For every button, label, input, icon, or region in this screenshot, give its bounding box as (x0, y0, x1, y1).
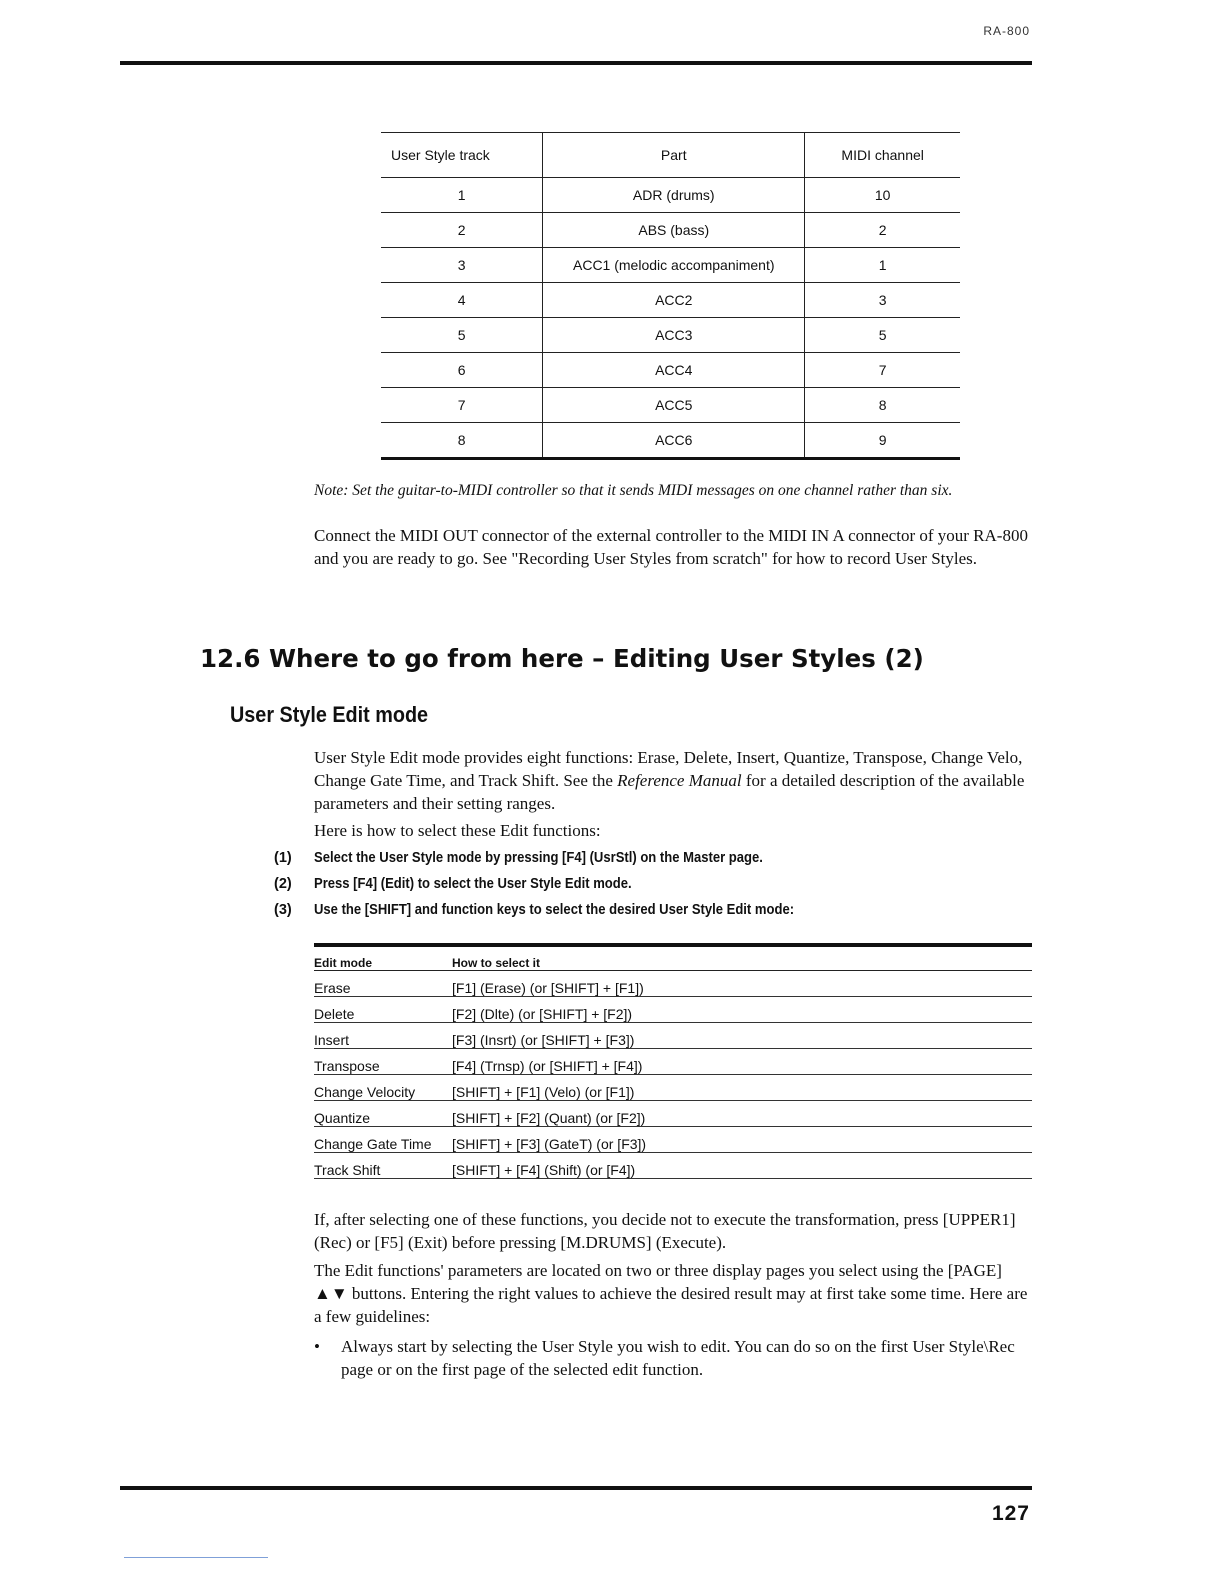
table-row (381, 283, 960, 318)
table-row (381, 178, 960, 213)
track-cell: 2 (381, 213, 543, 248)
key-combo-cell: [SHIFT] + [F3] (GateT) (or [F3]) (452, 1127, 1032, 1153)
sub-heading: User Style Edit mode (230, 702, 429, 727)
step-item (262, 871, 1022, 897)
part-cell: ADR (drums) (543, 178, 805, 213)
part-cell: ACC4 (543, 353, 805, 388)
table-header-row (314, 950, 1032, 971)
table-row (314, 997, 1032, 1023)
table-row (381, 423, 960, 459)
connection-paragraph: Connect the MIDI OUT connector of the external controller to the MIDI IN A connector of your RA-800 and you are ready to go. See "Recording User Styles from scratch" for how to record User Styles. (314, 526, 1028, 568)
key-combo-cell: [F3] (Insrt) (or [SHIFT] + [F3]) (452, 1023, 1032, 1049)
step-text: Use the [SHIFT] and function keys to select the desired User Style Edit mode: (314, 902, 795, 918)
parameters-paragraph: The Edit functions' parameters are located on two or three display pages you select using the [PAGE] ▲▼ buttons. Entering the right values to achieve the desired result may at first take some time. Here are a few guidelines: (314, 1261, 1028, 1326)
edit-mode-table (314, 950, 1032, 1179)
table-row (314, 971, 1032, 997)
table-row (381, 213, 960, 248)
edit-mode-cell: Erase (314, 971, 452, 997)
table-row (314, 1023, 1032, 1049)
note-text: Note: Set the guitar-to-MIDI controller so that it sends MIDI messages on one channel rather than six. (314, 482, 953, 499)
edit-mode-cell: Change Velocity (314, 1075, 452, 1101)
section-heading: 12.6 Where to go from here – Editing User Styles (2) (200, 644, 924, 673)
table-row (314, 1153, 1032, 1179)
step-list (262, 845, 1022, 923)
intro-text-continued: for a detailed description of the available parameters and their setting ranges. (314, 771, 1025, 813)
edit-mode-cell: Transpose (314, 1049, 452, 1075)
channel-cell: 7 (805, 353, 960, 388)
channel-cell: 5 (805, 318, 960, 353)
table-row (381, 248, 960, 283)
edit-mode-cell: Delete (314, 997, 452, 1023)
bullet-icon: • (314, 1337, 320, 1356)
table-row (381, 388, 960, 423)
key-combo-cell: [SHIFT] + [F4] (Shift) (or [F4]) (452, 1153, 1032, 1179)
column-header-midi-channel: MIDI channel (805, 133, 960, 178)
reference-manual-title: Reference Manual (617, 771, 742, 790)
edit-mode-cell: Insert (314, 1023, 452, 1049)
table-row (314, 1075, 1032, 1101)
part-cell: ABS (bass) (543, 213, 805, 248)
guideline-text: Always start by selecting the User Style you wish to edit. You can do so on the first User Style\Rec page or on the first page of the selected edit function. (341, 1337, 1015, 1379)
channel-cell: 1 (805, 248, 960, 283)
channel-cell: 9 (805, 423, 960, 459)
part-cell: ACC2 (543, 283, 805, 318)
intro-text: User Style Edit mode provides eight functions: Erase, Delete, Insert, Quantize, Transpose, Change Velo, Change Gate Time, and Track Shift. See the (314, 748, 1023, 790)
track-cell: 7 (381, 388, 543, 423)
part-cell: ACC6 (543, 423, 805, 459)
table-row (314, 1101, 1032, 1127)
table-header-row (381, 133, 960, 178)
track-cell: 8 (381, 423, 543, 459)
channel-cell: 10 (805, 178, 960, 213)
track-cell: 4 (381, 283, 543, 318)
key-combo-cell: [SHIFT] + [F2] (Quant) (or [F2]) (452, 1101, 1032, 1127)
part-cell: ACC3 (543, 318, 805, 353)
cancel-paragraph: If, after selecting one of these functions, you decide not to execute the transformation, press [UPPER1] (Rec) or [F5] (Exit) before pressing [M.DRUMS] (Execute). (314, 1210, 1016, 1252)
table-row (314, 1049, 1032, 1075)
channel-cell: 3 (805, 283, 960, 318)
track-cell: 6 (381, 353, 543, 388)
step-number: (2) (274, 876, 292, 892)
column-header-track: User Style track (381, 133, 543, 178)
column-header-edit-mode: Edit mode (314, 950, 452, 971)
table-row (314, 1127, 1032, 1153)
key-combo-cell: [F2] (Dlte) (or [SHIFT] + [F2]) (452, 997, 1032, 1023)
header-rule (120, 61, 1032, 65)
part-cell: ACC5 (543, 388, 805, 423)
track-cell: 5 (381, 318, 543, 353)
step-number: (3) (274, 902, 292, 918)
table-row (381, 353, 960, 388)
step-text: Press [F4] (Edit) to select the User Style Edit mode. (314, 876, 632, 892)
edit-mode-cell: Track Shift (314, 1153, 452, 1179)
part-cell: ACC1 (melodic accompaniment) (543, 248, 805, 283)
track-cell: 1 (381, 178, 543, 213)
edit-mode-cell: Change Gate Time (314, 1127, 452, 1153)
column-header-how-to-select: How to select it (452, 950, 1032, 971)
track-channel-table (381, 132, 960, 460)
table-row (381, 318, 960, 353)
edit-mode-cell: Quantize (314, 1101, 452, 1127)
edit-table-top-rule (314, 943, 1032, 947)
channel-cell: 2 (805, 213, 960, 248)
step-text: Select the User Style mode by pressing [F4] (UsrStl) on the Master page. (314, 850, 763, 866)
track-cell: 3 (381, 248, 543, 283)
step-item (262, 897, 1022, 923)
key-combo-cell: [F1] (Erase) (or [SHIFT] + [F1]) (452, 971, 1032, 997)
how-to-select-paragraph: Here is how to select these Edit functions: (314, 821, 601, 840)
running-header-code: RA-800 (983, 24, 1030, 38)
key-combo-cell: [SHIFT] + [F1] (Velo) (or [F1]) (452, 1075, 1032, 1101)
edit-mode-intro-paragraph (314, 746, 1034, 815)
key-combo-cell: [F4] (Trnsp) (or [SHIFT] + [F4]) (452, 1049, 1032, 1075)
footer-rule (120, 1486, 1032, 1490)
step-number: (1) (274, 850, 292, 866)
page-number: 127 (991, 1502, 1030, 1525)
step-item (262, 845, 1022, 871)
column-header-part: Part (543, 133, 805, 178)
channel-cell: 8 (805, 388, 960, 423)
footer-underline (124, 1557, 268, 1558)
